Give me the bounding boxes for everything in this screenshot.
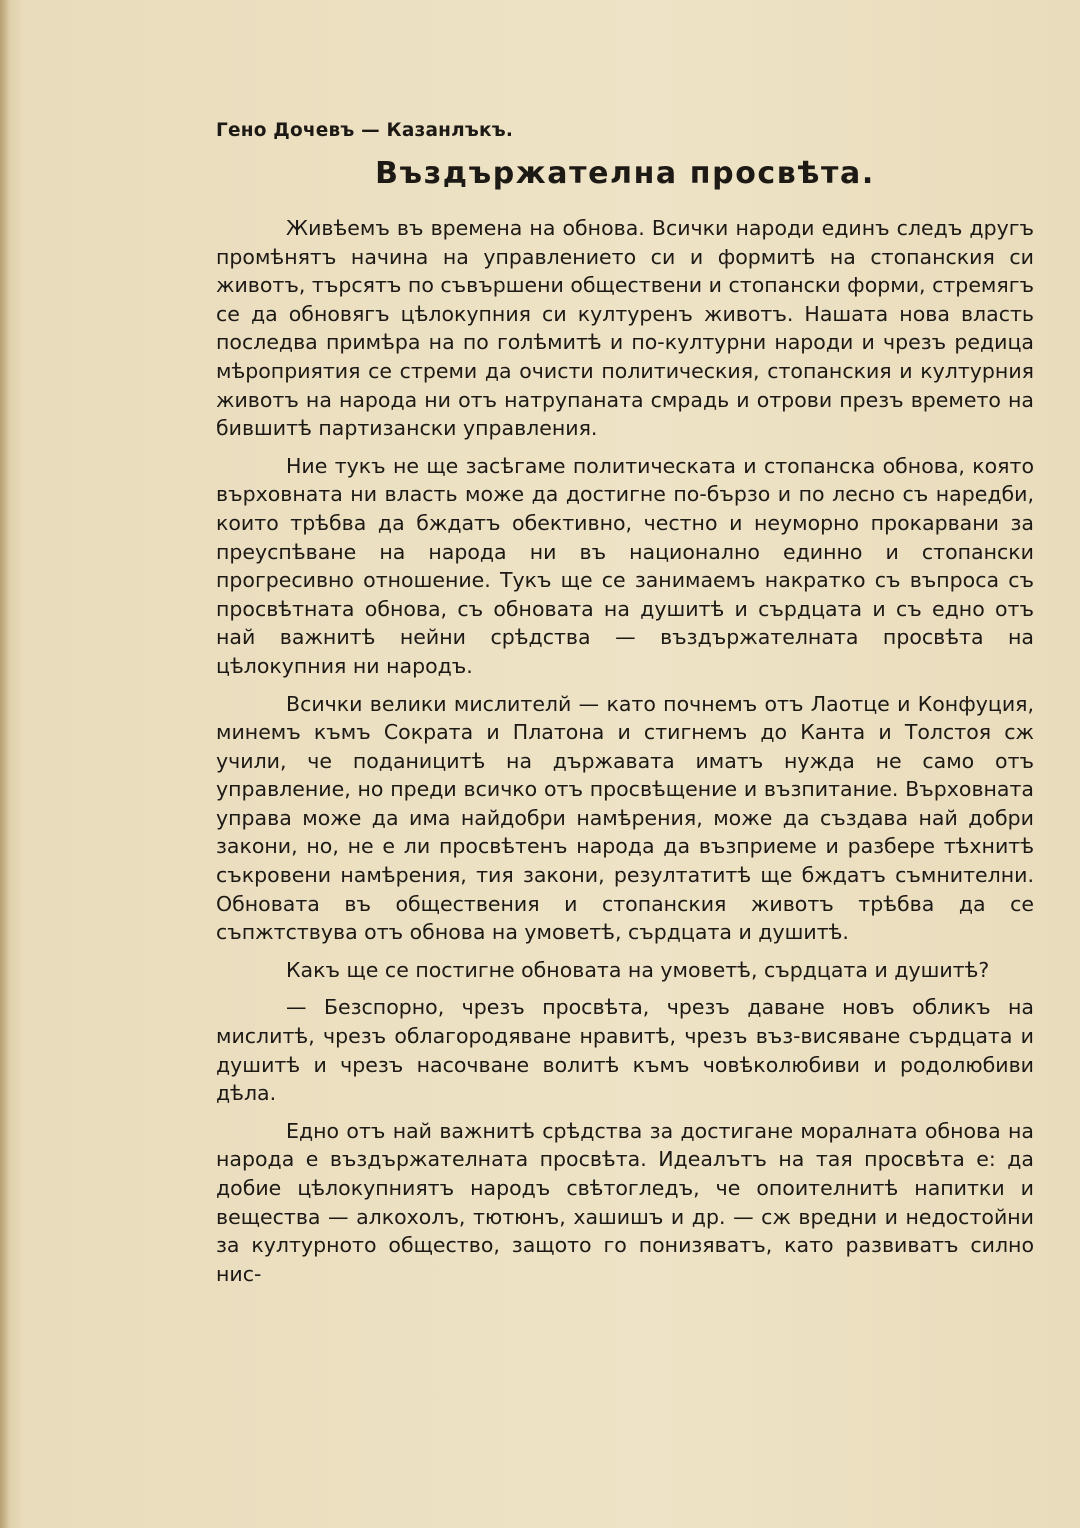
author-line: Гено Дочевъ — Казанлъкъ.	[216, 120, 514, 141]
paragraph-4: Какъ ще се постигне обновата на умоветѣ, сърдцата и душитѣ?	[286, 957, 990, 982]
paragraph-1: Живѣемъ въ времена на обнова. Всички народи единъ следъ другъ промѣнятъ начина на управлението си и формитѣ на стопанския си животъ, търсятъ по съвършени обществени и стопански форми, стремягъ се да обновягъ цѣлокупния си културенъ животъ. Нашата нова власть последва примѣра на по голѣмитѣ и по-културни народи и чрезъ редица мѣроприятия се стреми да очисти политическия, стопанския и културния животъ на народа ни отъ натрупаната смрадь и отрови презъ времето на бившитѣ партизански управления.	[216, 216, 1034, 441]
paragraph-3: Всички велики мислителй — като почнемъ отъ Лаотце и Конфуция, минемъ къмъ Сократа и Платона и стигнемъ до Канта и Толстоя сж учили, че поданицитѣ на държавата иматъ нужда не само отъ управление, но преди всичко отъ просвѣщение и възпитание. Върховната управа може да има найдобри намѣрения, може да създава най добри закони, но, не е ли просвѣтенъ народа да възприеме и разбере тѣхнитѣ съкровени намѣрения, тия закони, резултатитѣ ще бждатъ съмнителни. Обновата въ обществения и стопанския животъ трѣбва да се съпжтствува отъ обнова на умоветѣ, сърдцата и душитѣ.	[216, 691, 1034, 945]
page-binding-edge	[0, 0, 10, 1528]
paragraph-6: Едно отъ най важнитѣ срѣдства за достигане моралната обнова на народа е въздържателната просвѣта. Идеалътъ на тая просвѣта е: да добие цѣлокупниятъ народъ свѣтогледъ, че опоителнитѣ напитки и вещества — алкохолъ, тютюнъ, хашишъ и др. — сж вредни и недостойни за културното общество, защото го понизяватъ, като развиватъ силно нис-	[216, 1118, 1034, 1286]
paragraph-5: — Безспорно, чрезъ просвѣта, чрезъ даване новъ обликъ на мислитѣ, чрезъ облагородяване нравитѣ, чрезъ въз-висяване сърдцата и душитѣ и чрезъ насочване волитѣ къмъ човѣколюбиви и родолюбиви дѣла.	[216, 995, 1034, 1106]
paragraph-2: Ние тукъ не ще засѣгаме политическата и стопанска обнова, която върховната ни власть може да достигне по-бързо и по лесно съ наредби, които трѣбва да бждатъ обективно, честно и неуморно прокарвани за преуспѣване на народа ни въ национално единно и стопански прогресивно отношение. Тукъ ще се занимаемъ накратко съ въпроса съ просвѣтната обнова, съ обновата на душитѣ и сърдцата и съ едно отъ най важнитѣ нейни срѣдства — въздържателната просвѣта на цѣлокупния ни народъ.	[216, 453, 1034, 678]
article	[216, 116, 1034, 1297]
article-title: Въздържателна просвѣта.	[375, 156, 875, 191]
